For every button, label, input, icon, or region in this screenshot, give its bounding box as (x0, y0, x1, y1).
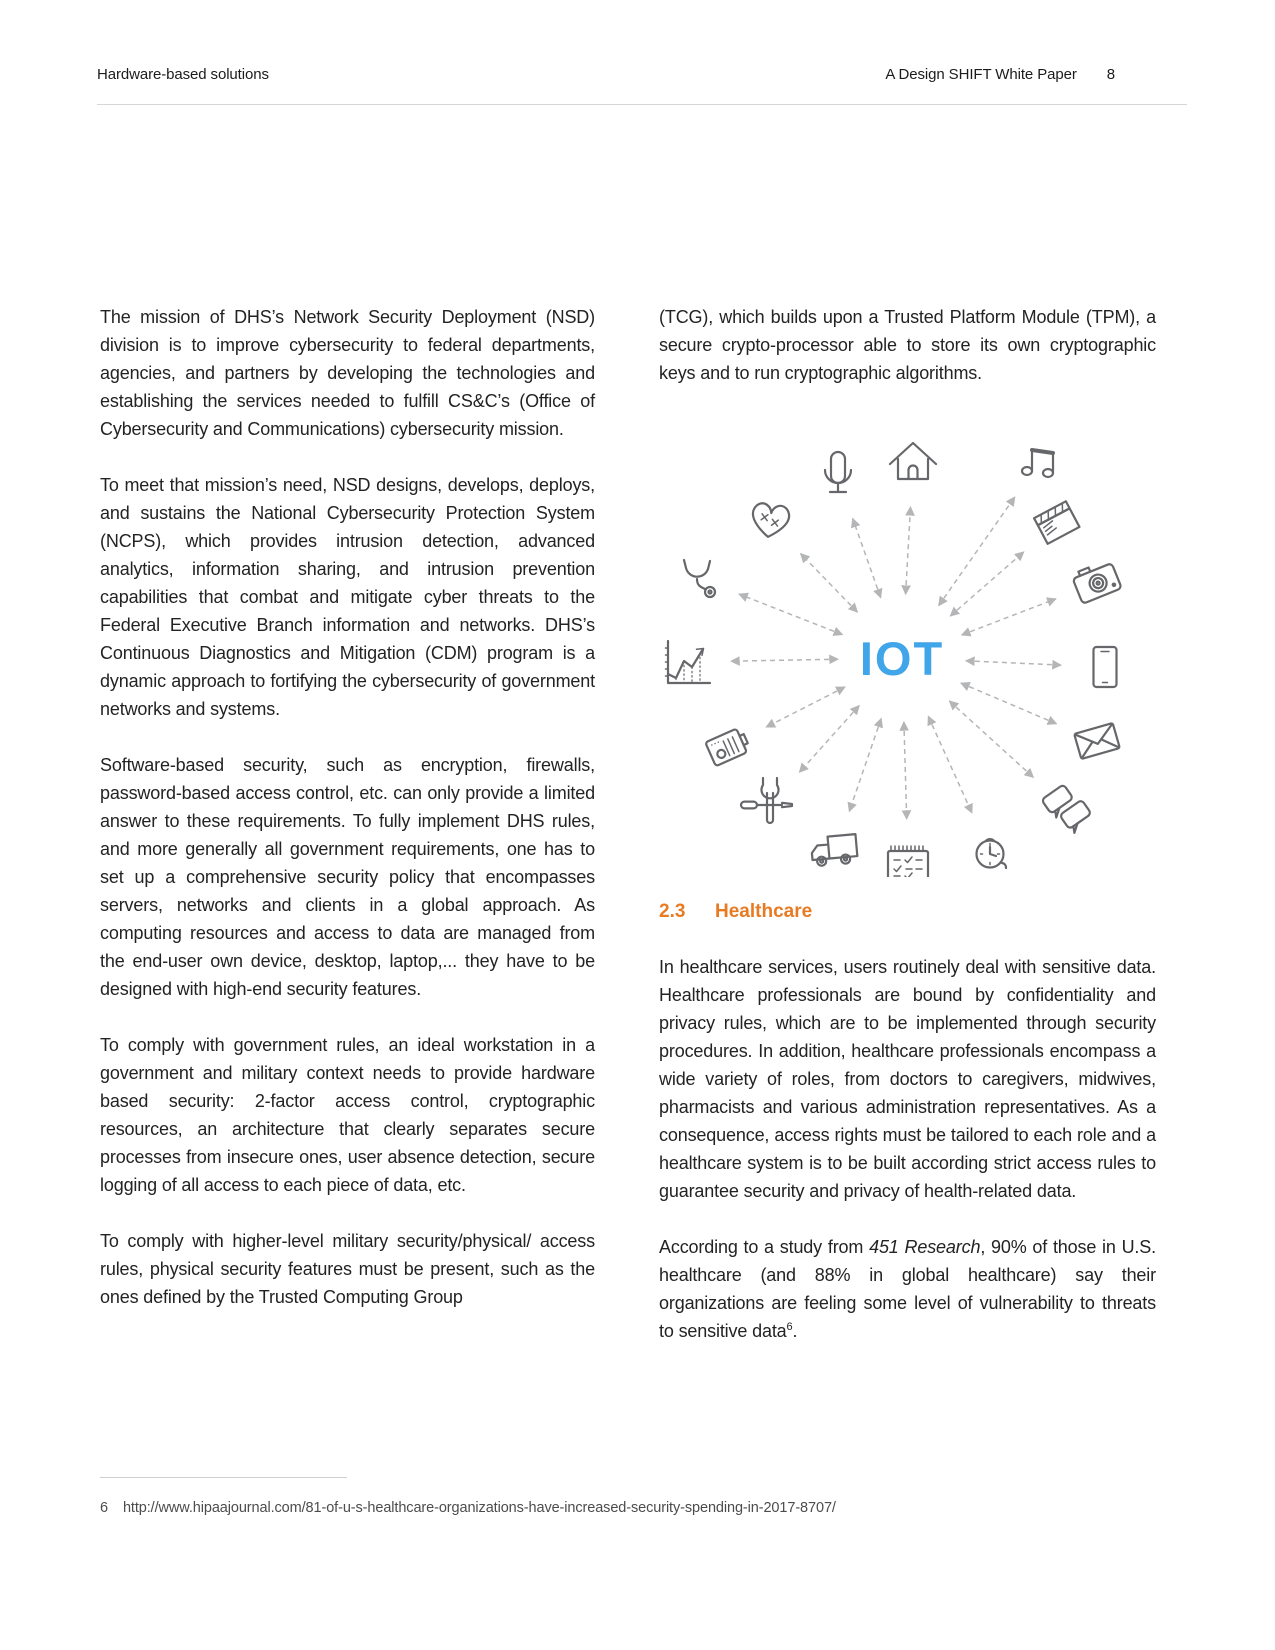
connection-arrow (849, 719, 881, 812)
clapperboard-icon (1034, 501, 1079, 544)
header-rule (97, 104, 1187, 105)
source-name-italic: 451 Research (869, 1237, 981, 1257)
connection-arrow (949, 701, 1033, 777)
running-header-left: Hardware-based solutions (97, 66, 269, 83)
section-title: Healthcare (715, 901, 813, 922)
microphone-icon (825, 452, 851, 492)
truck-icon (811, 834, 858, 866)
left-column (100, 303, 595, 1345)
connection-arrow (966, 661, 1061, 665)
connection-arrow (799, 706, 859, 773)
clipboard-report-icon (705, 727, 751, 766)
line-chart-icon (666, 641, 711, 683)
body-paragraph: To comply with higher-level military security/physical/ access rules, physical security features must be present, such as the ones defined by the Trusted Computing Group (100, 1231, 595, 1307)
body-paragraph (659, 1233, 1156, 1345)
connection-arrow (906, 507, 911, 594)
body-paragraph: To comply with government rules, an ideal workstation in a government and military context needs to provide hardware based security: 2-factor access control, cryptographic resources, an architecture that clearly separates secure processes from insecure ones, user absence detection, secure logging of all access to each piece of data, etc. (100, 1035, 595, 1195)
home-icon (890, 443, 936, 479)
iot-center-label: IOT (859, 632, 945, 685)
footnote-separator (100, 1477, 347, 1478)
body-paragraph: Software-based security, such as encryption, firewalls, password-based access control, etc. can only provide a limited answer to these requirements. To fully implement DHS rules, and more generally all government requirements, one has to set up a comprehensive security policy that encompasses servers, networks and clients in a global approach. As computing resources and access to data are managed from the end-user own device, desktop, laptop,... they have to be designed with high-end security features. (100, 755, 595, 999)
page-header (97, 66, 1187, 83)
connection-arrow (739, 594, 842, 635)
research-text-end: . (792, 1321, 798, 1341)
connection-arrow (766, 687, 845, 727)
alarm-clock-icon (977, 839, 1007, 868)
body-paragraph: In healthcare services, users routinely deal with sensitive data. Healthcare professionals are bound by confidentiality and privacy rules, which are to be implemented through security procedures. In addition, healthcare professionals encompass a wide variety of roles, from doctors to caregivers, midwives, pharmacists and various administration representatives. As a consequence, access rights must be tailored to each role and a healthcare system is to be built according strict access rules to guarantee security and privacy of health-related data. (659, 957, 1156, 1201)
connection-arrow (962, 599, 1056, 635)
music-notes-icon (1022, 450, 1053, 477)
body-paragraph: To meet that mission’s need, NSD designs, develops, deploys, and sustains the National Cybersecurity Protection System (NCPS), which provides intrusion detection, advanced analytics, information sharing, and intrusion prevention capabilities that combat and mitigate cyber threats to the Federal Executive Branch information and networks. DHS’s Continuous Diagnostics and Mitigation (CDM) program is a dynamic approach to fortifying the cybersecurity of government networks and systems. (100, 475, 595, 719)
iot-diagram (630, 415, 1140, 877)
connection-arrow (961, 683, 1057, 724)
right-column (659, 303, 1156, 1345)
heart-icon (750, 502, 790, 539)
section-number: 2.3 (659, 901, 686, 922)
calendar-icon (888, 846, 928, 877)
stethoscope-icon (684, 560, 715, 597)
connection-arrow (801, 554, 858, 613)
camera-icon (1071, 559, 1122, 604)
body-paragraph: (TCG), which builds upon a Trusted Platform Module (TPM), a secure crypto-processor able to store its own cryptographic keys and to run cryptographic algorithms. (659, 307, 1156, 383)
footnote-marker: 6 (100, 1500, 108, 1516)
page-number: 8 (1106, 66, 1115, 83)
smartphone-icon (1094, 647, 1117, 687)
footnote (100, 1500, 836, 1516)
chat-bubbles-icon (1041, 781, 1094, 838)
body-paragraph: The mission of DHS’s Network Security Deployment (NSD) division is to improve cybersecurity to federal departments, agencies, and partners by developing the technologies and establishing the services needed to fulfill CS&C’s (Office of Cybersecurity and Communications) cybersecurity mission. (100, 307, 595, 439)
research-text-lead: According to a study from (659, 1237, 870, 1257)
connection-arrow (928, 716, 972, 813)
connection-arrow (950, 552, 1024, 616)
connection-arrow (731, 659, 838, 661)
connection-arrow (904, 722, 907, 819)
connection-arrow (853, 519, 881, 598)
connection-arrow (939, 497, 1015, 606)
running-header-title: A Design SHIFT White Paper (885, 66, 1077, 83)
two-column-body (100, 303, 1156, 1345)
footnote-url[interactable]: http://www.hipaajournal.com/81-of-u-s-healthcare-organizations-have-increased-security-spending-in-2017-8707/ (122, 1500, 836, 1516)
running-header-right (885, 66, 1187, 83)
section-heading (659, 901, 1156, 923)
research-text-body: , 90% of those in U.S. healthcare (and 88% in global healthcare) say their organizations are feeling some level of vulnerability to threats to sensitive data (659, 1237, 1156, 1341)
tools-icon (741, 778, 792, 823)
envelope-icon (1074, 723, 1120, 759)
footnote-reference: 6 (786, 1321, 793, 1333)
